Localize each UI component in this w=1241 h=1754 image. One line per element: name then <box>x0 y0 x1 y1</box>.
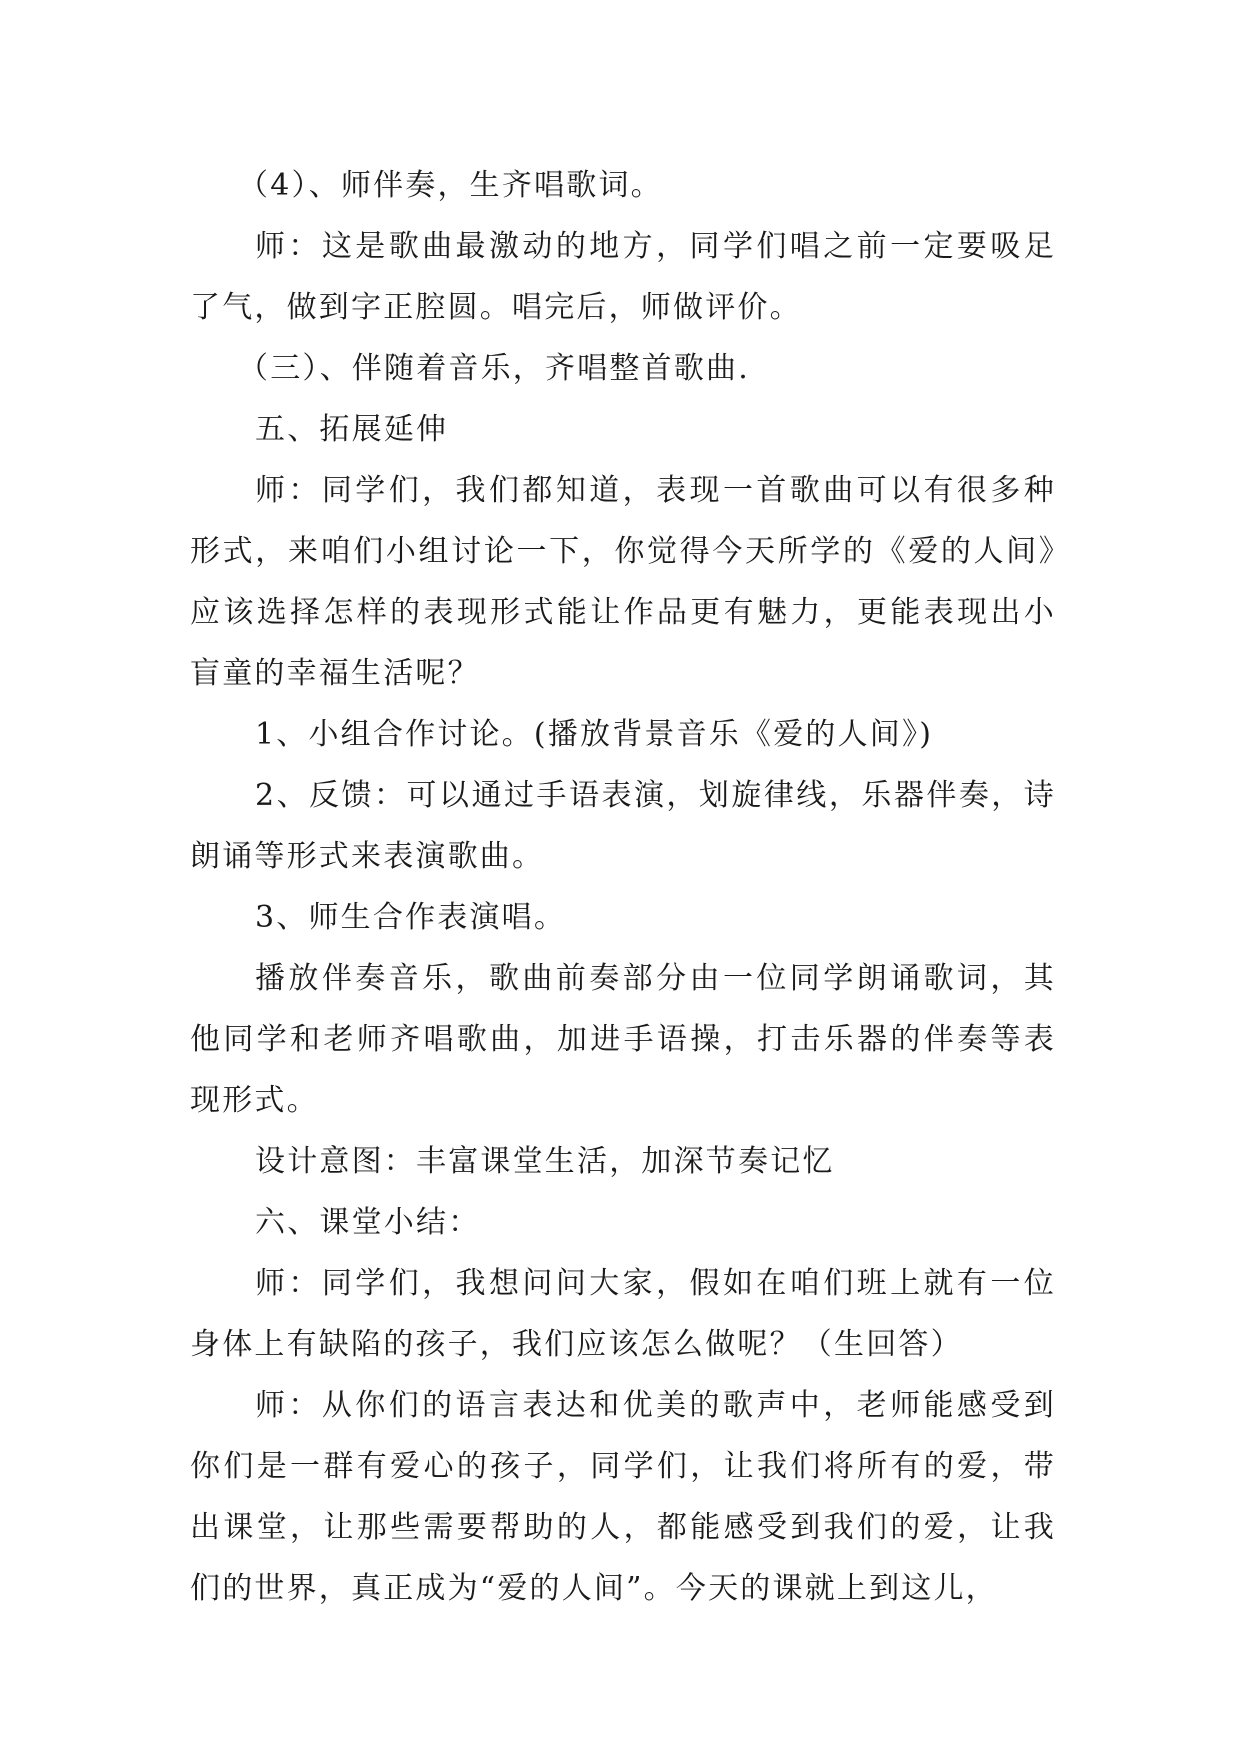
paragraph-teacher-closing: 师：从你们的语言表达和优美的歌声中，老师能感受到你们是一群有爱心的孩子，同学们，让我们将所有的爱，带出课堂，让那些需要帮助的人，都能感受到我们的爱，让我们的世界，真正成为“爱的人间”。今天的课就上到这儿， <box>190 1388 1056 1606</box>
paragraph-step-1: 1、小组合作讨论。(播放背景音乐《爱的人间》) <box>255 717 934 752</box>
paragraph-step-4: （4）、师伴奏，生齐唱歌词。 <box>238 168 663 203</box>
paragraph-section-three: （三）、伴随着音乐，齐唱整首歌曲. <box>238 351 750 386</box>
section-heading-summary: 六、课堂小结： <box>255 1205 481 1240</box>
paragraph-step-3: 3、师生合作表演唱。 <box>255 900 567 935</box>
paragraph-teacher-ask: 师：同学们，我想问问大家，假如在咱们班上就有一位身体上有缺陷的孩子，我们应该怎么做呢？（生回答） <box>190 1266 1056 1362</box>
paragraph-teacher-question: 师：同学们，我们都知道，表现一首歌曲可以有很多种形式，来咱们小组讨论一下，你觉得今天所学的《爱的人间》应该选择怎样的表现形式能让作品更有魅力，更能表现出小盲童的幸福生活呢？ <box>190 473 1056 691</box>
paragraph-teacher-note: 师：这是歌曲最激动的地方，同学们唱之前一定要吸足了气，做到字正腔圆。唱完后，师做评价。 <box>190 229 1056 325</box>
paragraph-performance: 播放伴奏音乐，歌曲前奏部分由一位同学朗诵歌词，其他同学和老师齐唱歌曲，加进手语操，打击乐器的伴奏等表现形式。 <box>190 961 1056 1118</box>
paragraph-step-2: 2、反馈：可以通过手语表演，划旋律线，乐器伴奏，诗朗诵等形式来表演歌曲。 <box>190 778 1056 874</box>
section-heading-extension: 五、拓展延伸 <box>255 412 449 447</box>
document-body <box>190 155 1056 1619</box>
paragraph-design-intent: 设计意图：丰富课堂生活，加深节奏记忆 <box>255 1144 835 1179</box>
